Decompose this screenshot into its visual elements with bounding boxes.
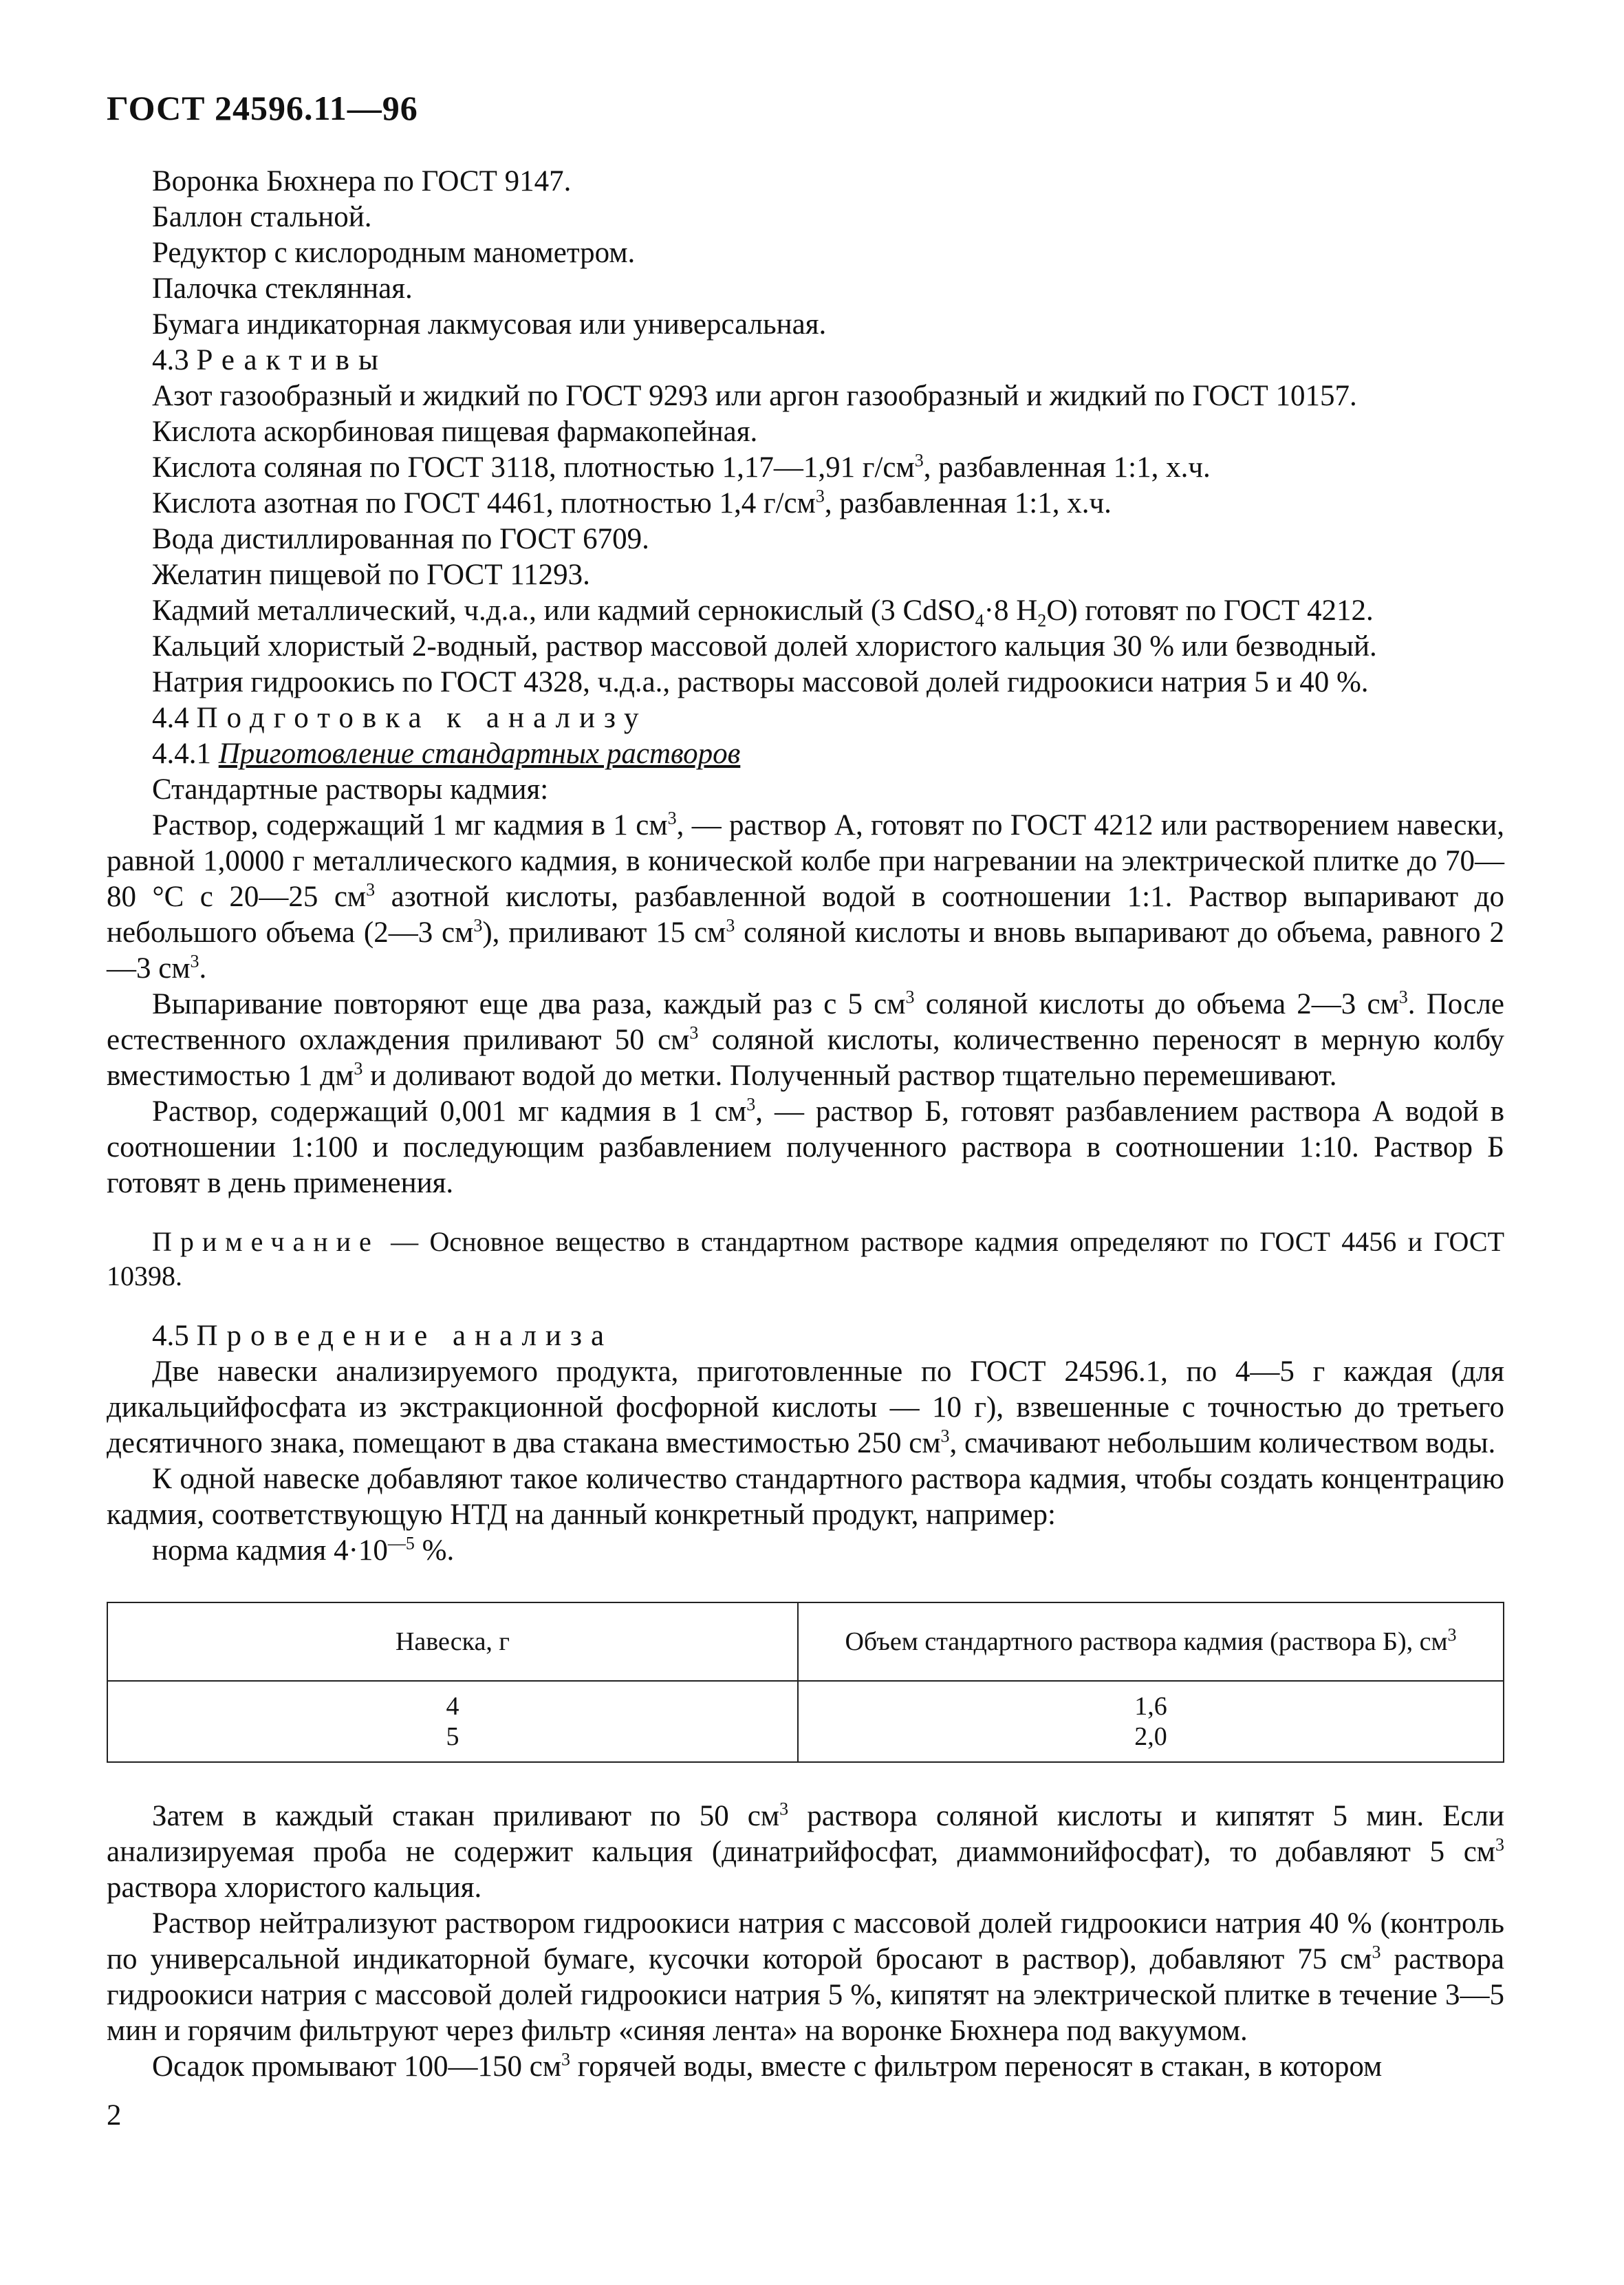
- note-paragraph: [107, 1225, 1504, 1294]
- reagent-item: Натрия гидроокись по ГОСТ 4328, ч.д.а., растворы массовой долей гидроокиси натрия 5 и 40 %.: [152, 666, 1369, 698]
- note-text: — Основное вещество в стандартном растворе кадмия определяют по ГОСТ 4456 и ГОСТ 10398.: [107, 1226, 1504, 1291]
- column-header-mass: Навеска, г: [107, 1602, 798, 1681]
- sample-table-wrapper: [107, 1602, 1504, 1763]
- note-label: Примечание: [152, 1226, 380, 1257]
- reagent-item: Вода дистиллированная по ГОСТ 6709.: [152, 523, 649, 555]
- analysis-paragraph: Затем в каждый стакан приливают по 50 $см^3$ раствора соляной кислоты и кипятят 5 мин. Если анализируемая проба не содержит кальция (динатрийфосфат, диаммонийфосфат), то добавляют 5 $см^3$ раствора хлористого кальция.: [107, 1799, 1504, 1904]
- standard-solutions-intro: Стандартные растворы кадмия:: [152, 773, 549, 806]
- reagent-item: Азот газообразный и жидкий по ГОСТ 9293 или аргон газообразный и жидкий по ГОСТ 10157.: [152, 380, 1357, 412]
- solution-a-paragraph: Раствор, содержащий 1 мг кадмия в 1 $см^3$, — раствор А, готовят по ГОСТ 4212 или растворением навески, равной 1,0000 г металлического кадмия, в конической колбе при нагревании на электрической плитке до 70—80 °С с 20—25 $см^3$ азотной кислоты, разбавленной водой в соотношении 1:1. Раствор выпаривают до небольшого объема (2—3 $см^3$), приливают 15 $см^3$ соляной кислоты и вновь выпаривают до объема, равного 2—3 $см^3$.: [107, 808, 1505, 985]
- equipment-item: Палочка стеклянная.: [152, 272, 413, 305]
- cadmium-norm-line: норма кадмия $4\cdot 10^{—5}$ %.: [152, 1533, 455, 1567]
- section-heading-4-4: [107, 700, 1504, 736]
- subsection-heading-4-4-1: [107, 736, 1504, 772]
- equipment-item: Бумага индикаторная лакмусовая или универсальная.: [152, 308, 827, 341]
- mass-cell: 4 5: [107, 1681, 798, 1762]
- solution-b-paragraph: Раствор, содержащий 0,001 мг кадмия в 1 $см^3$, — раствор Б, готовят разбавлением раствора А водой в соотношении 1:100 и последующим разбавлением полученного раствора в соотношении 1:10. Раствор Б готовят в день применения.: [107, 1094, 1504, 1199]
- table-row: [107, 1681, 1504, 1762]
- document-body: [107, 164, 1504, 2085]
- equipment-item: Баллон стальной.: [152, 201, 372, 233]
- sample-volume-table: [107, 1602, 1504, 1763]
- document-header: ГОСТ 24596.11—96: [107, 89, 418, 127]
- section-number: 4.5: [152, 1320, 189, 1352]
- volume-cell: 1,6 2,0: [798, 1681, 1504, 1762]
- reagent-item: Желатин пищевой по ГОСТ 11293.: [152, 559, 590, 591]
- section-number: 4.3: [152, 344, 189, 376]
- analysis-paragraph: Раствор нейтрализуют раствором гидроокиси натрия с массовой долей гидроокиси натрия 40 % (контроль по универсальной индикаторной бумаге, кусочки которой бросают в раствор), добавляют 75 $см^3$ раствора гидроокиси натрия с массовой долей гидроокиси натрия 5 %, кипятят на электрической плитке в течение 3—5 мин и горячим фильтруют через фильтр «синяя лента» на воронке Бюхнера под вакуумом.: [107, 1907, 1505, 2047]
- analysis-paragraph: К одной навеске добавляют такое количество стандартного раствора кадмия, чтобы создать концентрацию кадмия, соответствующую НТД на данный конкретный продукт, например:: [107, 1463, 1504, 1531]
- evaporation-paragraph: Выпаривание повторяют еще два раза, каждый раз с 5 $см^3$ соляной кислоты до объема 2—3 $см^3$. После естественного охлаждения приливают 50 $см^3$ соляной кислоты, количественно переносят в мерную колбу вместимостью 1 $дм^3$ и доливают водой до метки. Полученный раствор тщательно перемешивают.: [107, 987, 1505, 1092]
- analysis-paragraph: Две навески анализируемого продукта, приготовленные по ГОСТ 24596.1, по 4—5 г каждая (для дикальцийфосфата из экстракционной фосфорной кислоты — 10 г), взвешенные с точностью до третьего десятичного знака, помещают в два стакана вместимостью 250 $см^3$, смачивают небольшим количеством воды.: [107, 1355, 1504, 1459]
- equipment-list: [107, 164, 1504, 343]
- reagent-item: Кальций хлористый 2-водный, раствор массовой долей хлористого кальция 30 % или безводный.: [152, 630, 1377, 663]
- column-header-volume: Объем стандартного раствора кадмия (раствора Б), $см^3$: [798, 1602, 1504, 1681]
- equipment-item: Редуктор с кислородным манометром.: [152, 237, 636, 269]
- page-number: 2: [107, 2099, 122, 2132]
- subsection-title: Приготовление стандартных растворов: [218, 738, 741, 770]
- section-title: Реактивы: [196, 344, 387, 376]
- section-heading-4-3: [107, 343, 1504, 378]
- reagent-list: [107, 378, 1504, 700]
- section-title: Проведение анализа: [196, 1320, 614, 1352]
- equipment-item: Воронка Бюхнера по ГОСТ 9147.: [152, 165, 572, 197]
- reagent-item: Кадмий металлический, ч.д.а., или кадмий сернокислый (3 CdSO$_4$·8 $H_2O$) готовят по ГОСТ 4212.: [152, 594, 1374, 631]
- reagent-item: Кислота азотная по ГОСТ 4461, плотностью 1,4 $г/см^3$, разбавленная 1:1, х.ч.: [152, 486, 1112, 519]
- reagent-item: Кислота аскорбиновая пищевая фармакопейная.: [152, 416, 758, 448]
- section-number: 4.4: [152, 702, 189, 734]
- analysis-paragraph: Осадок промывают 100—150 $см^3$ горячей воды, вместе с фильтром переносят в стакан, в котором: [152, 2049, 1383, 2083]
- subsection-number: 4.4.1: [152, 738, 211, 770]
- section-title: Подготовка к анализу: [196, 702, 648, 734]
- table-header-row: [107, 1602, 1504, 1681]
- section-heading-4-5: [107, 1318, 1504, 1354]
- reagent-item: Кислота соляная по ГОСТ 3118, плотностью 1,17—1,91 $г/см^3$, разбавленная 1:1, х.ч.: [152, 450, 1211, 484]
